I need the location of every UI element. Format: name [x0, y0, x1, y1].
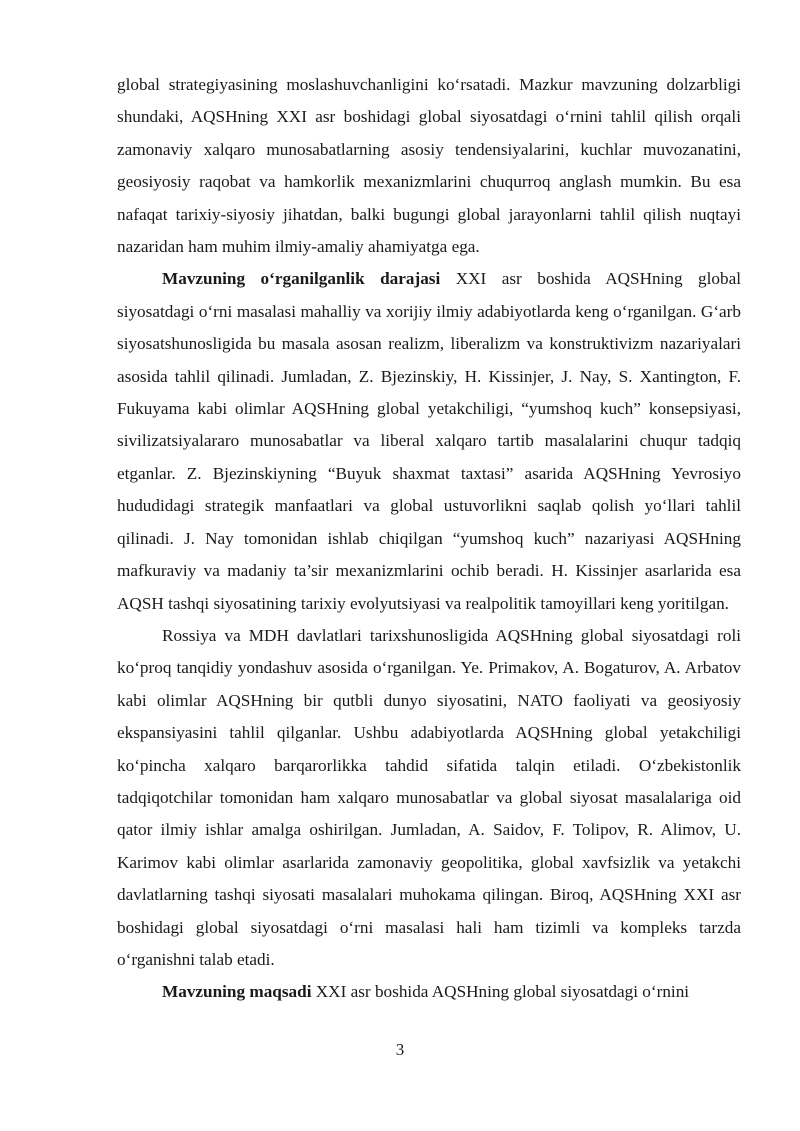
paragraph-heading: Mavzuning o‘rganilganlik darajasi — [162, 269, 441, 289]
paragraph-goal — [117, 976, 741, 1008]
page-number: 3 — [395, 1040, 405, 1059]
paragraph-historiography — [117, 620, 741, 976]
body-text — [117, 69, 741, 1009]
paragraph-study-level — [117, 263, 741, 619]
paragraph-text: Rossiya va MDH davlatlari tarixshunosligida AQSHning global siyosatdagi roli ko‘proq tanqidiy yondashuv asosida o‘rganilgan. Ye. Primakov, A. Bogaturov, A. Arbatov kabi olimlar AQSHning bir qutbli dunyo siyosatini, NATO faoliyati va geosiyosiy ekspansiyasini tahlil qilganlar. Ushbu adabiyotlarda AQSHning global yetakchiligi ko‘pincha xalqaro barqarorlikka tahdid sifatida talqin etiladi. O‘zbekistonlik tadqiqotchilar tomonidan ham xalqaro munosabatlar va global siyosat masalalariga oid qator ilmiy ishlar amalga oshirilgan. Jumladan, A. Saidov, F. Tolipov, R. Alimov, U. Karimov kabi olimlar asarlarida zamonaviy geopolitika, global xavfsizlik va yetakchi davlatlarning tashqi siyosati masalalari muhokama qilingan. Biroq, AQSHning XXI asr boshidagi global siyosatdagi o‘rni masalasi hali ham tizimli va kompleks tarzda o‘rganishni talab etadi. — [117, 625, 741, 969]
paragraph-continuation — [117, 69, 741, 263]
paragraph-text: XXI asr boshida AQSHning global siyosatdagi o‘rnini — [311, 982, 690, 1002]
paragraph-text: global strategiyasining moslashuvchanligini ko‘rsatadi. Mazkur mavzuning dolzarbligi shundaki, AQSHning XXI asr boshidagi global siyosatdagi o‘rnini tahlil qilish orqali zamonaviy xalqaro munosabatlarning asosiy tendensiyalarini, kuchlar muvozanatini, geosiyosiy raqobat va hamkorlik mexanizmlarini chuqurroq anglash mumkin. Bu esa nafaqat tarixiy-siyosiy jihatdan, balki bugungi global jarayonlarni tahlil qilish nuqtayi nazaridan ham muhim ilmiy-amaliy ahamiyatga ega. — [117, 75, 741, 257]
paragraph-text: XXI asr boshida AQSHning global siyosatdagi o‘rni masalasi mahalliy va xorijiy ilmiy adabiyotlarda keng o‘rganilgan. G‘arb siyosatshunosligida bu masala asosan realizm, liberalizm va konstruktivizm nazariyalari asosida tahlil qilinadi. Jumladan, Z. Bjezinskiy, H. Kissinjer, J. Nay, S. Xantington, F. Fukuyama kabi olimlar AQSHning global yetakchiligi, “yumshoq kuch” konsepsiyasi, sivilizatsiyalararo munosabatlar va liberal xalqaro tartib masalalarini chuqur tadqiq etganlar. Z. Bjezinskiyning “Buyuk shaxmat taxtasi” asarida AQSHning Yevrosiyo hududidagi strategik manfaatlari va global ustuvorlikni saqlab qolish yo‘llari tahlil qilinadi. J. Nay tomonidan ishlab chiqilgan “yumshoq kuch” nazariyasi AQSHning mafkuraviy va madaniy ta’sir mexanizmlarini ochib beradi. H. Kissinjer asarlarida esa AQSH tashqi siyosatining tarixiy evolyutsiyasi va realpolitik tamoyillari keng yoritilgan. — [117, 269, 741, 613]
paragraph-heading: Mavzuning maqsadi — [162, 982, 312, 1002]
